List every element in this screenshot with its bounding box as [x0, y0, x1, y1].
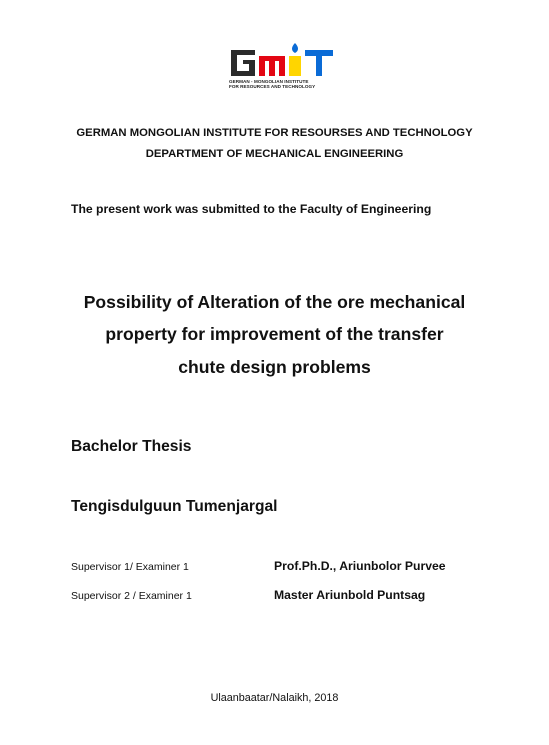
supervisor-2-name: Master Ariunbold Puntsag	[274, 588, 426, 602]
thesis-type: Bachelor Thesis	[71, 438, 192, 455]
gmit-logo	[229, 42, 341, 96]
author-name: Tengisdulguun Tumenjargal	[71, 498, 278, 515]
place-and-year: Ulaanbaatar/Nalaikh, 2018	[210, 692, 339, 704]
logo-subtitle-line1: GERMAN - MONGOLIAN INSTITUTE	[229, 79, 309, 84]
department-name: DEPARTMENT OF MECHANICAL ENGINEERING	[145, 148, 404, 160]
logo-subtitle	[229, 79, 341, 89]
supervisor-1-name: Prof.Ph.D., Ariunbolor Purvee	[274, 559, 446, 573]
supervisor-1-role: Supervisor 1/ Examiner 1	[71, 561, 189, 573]
gmit-logo-mark	[229, 42, 341, 78]
institution-name: GERMAN MONGOLIAN INSTITUTE FOR RESOURSES AND TECHNOLOGY	[76, 127, 473, 139]
thesis-title-line-1: Possibility of Alteration of the ore mechanical	[83, 292, 466, 312]
thesis-title-line-2: property for improvement of the transfer	[105, 324, 444, 344]
thesis-title-line-3: chute design problems	[178, 357, 371, 377]
logo-subtitle-line2: FOR RESOURCES AND TECHNOLOGY	[229, 84, 316, 89]
supervisor-2-role: Supervisor 2 / Examiner 1	[71, 590, 192, 602]
submission-note: The present work was submitted to the Faculty of Engineering	[71, 202, 432, 216]
